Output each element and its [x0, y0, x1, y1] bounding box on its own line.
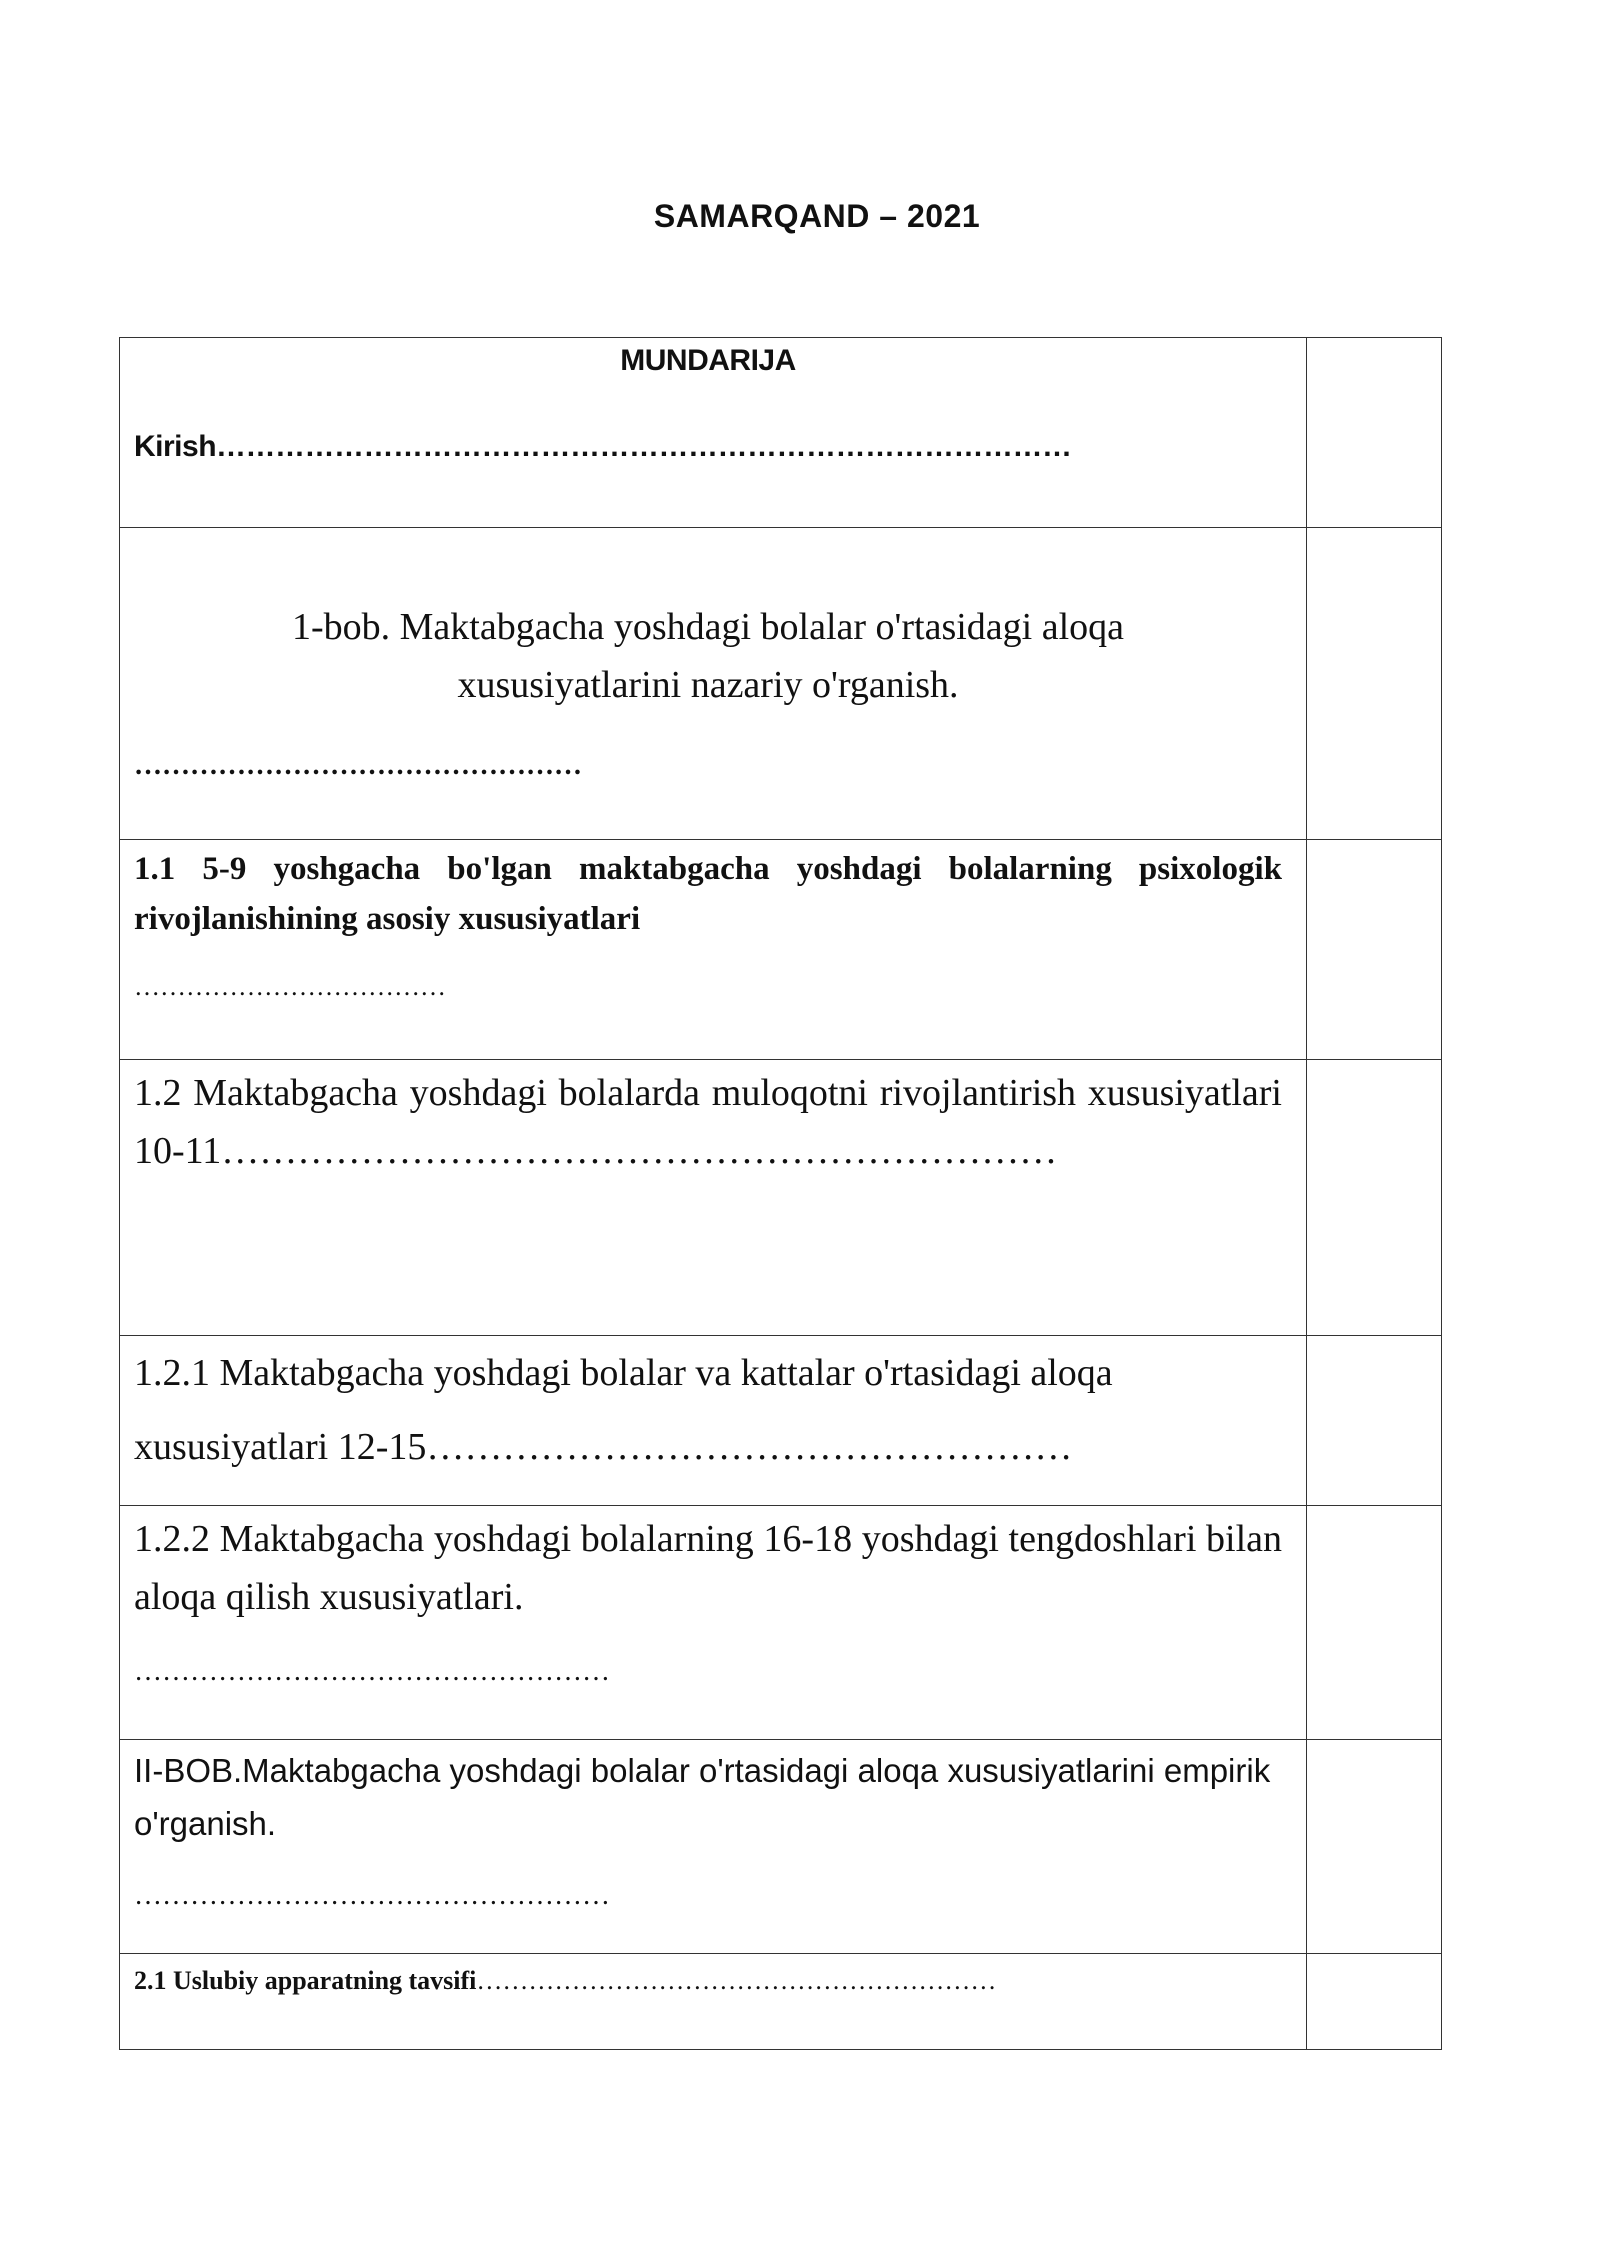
toc-row-intro [120, 338, 1442, 528]
toc-intro-entry: Kirish…………………………………………………………………………… [134, 430, 1072, 463]
chapter2-leader-dots: …………………………………………… [134, 1880, 610, 1911]
section-1-2-1-title-line1: 1.2.1 Maktabgacha yoshdagi bolalar va kattalar o'rtasidagi aloqa [134, 1352, 1113, 1394]
page-number-cell [1307, 1336, 1442, 1506]
toc-row-section-2-1 [120, 1954, 1442, 2050]
chapter2-title: II-BOB.Maktabgacha yoshdagi bolalar o'rtasidagi aloqa xususiyatlarini empirik o'rganish. [134, 1752, 1271, 1842]
toc-row-section-1-2-2 [120, 1506, 1442, 1740]
toc-row-chapter2 [120, 1740, 1442, 1954]
city-year-header: SAMARQAND – 2021 [653, 198, 981, 234]
section-2-1-title: 2.1 Uslubiy apparatning tavsifi [134, 1966, 477, 1995]
page-number-cell [1307, 1506, 1442, 1740]
section-1-1-leader-dots: ……………………………… [134, 972, 446, 1001]
page-number-cell [1307, 1740, 1442, 1954]
section-2-1-leader-dots: …………………………………………………… [476, 1966, 997, 1995]
table-of-contents [119, 337, 1442, 2050]
section-1-2-2-title: 1.2.2 Maktabgacha yoshdagi bolalarning 16-18 yoshdagi tengdoshlari bilan aloqa qilish xususiyatlari. [134, 1518, 1282, 1618]
page-number-cell [1307, 1954, 1442, 2050]
section-1-2-title: 1.2 Maktabgacha yoshdagi bolalarda muloqotni rivojlantirish xususiyatlari 10-11………………………………………………………… [134, 1072, 1282, 1172]
toc-row-section-1-2 [120, 1060, 1442, 1336]
section-1-2-2-leader-dots: …………………………………………… [134, 1656, 610, 1687]
page-number-cell [1307, 528, 1442, 840]
toc-heading: MUNDARIJA [620, 344, 796, 377]
toc-row-chapter1 [120, 528, 1442, 840]
toc-row-section-1-1 [120, 840, 1442, 1060]
page-number-cell [1307, 338, 1442, 528]
section-1-1-title: 1.1 5-9 yoshgacha bo'lgan maktabgacha yoshdagi bolalarning psixologik rivojlanishining asosiy xususiyatlari [134, 851, 1282, 937]
toc-row-section-1-2-1 [120, 1336, 1442, 1506]
section-1-2-1-title-line2: xususiyatlari 12-15…………………………………………… [134, 1426, 1073, 1468]
section-2-1-entry [134, 1954, 1282, 1996]
chapter1-title: 1-bob. Maktabgacha yoshdagi bolalar o'rtasidagi aloqa xususiyatlarini nazariy o'rganish. [291, 606, 1125, 706]
page-number-cell [1307, 1060, 1442, 1336]
page-number-cell [1307, 840, 1442, 1060]
chapter1-leader-dots: ………………………………………… [134, 750, 582, 781]
